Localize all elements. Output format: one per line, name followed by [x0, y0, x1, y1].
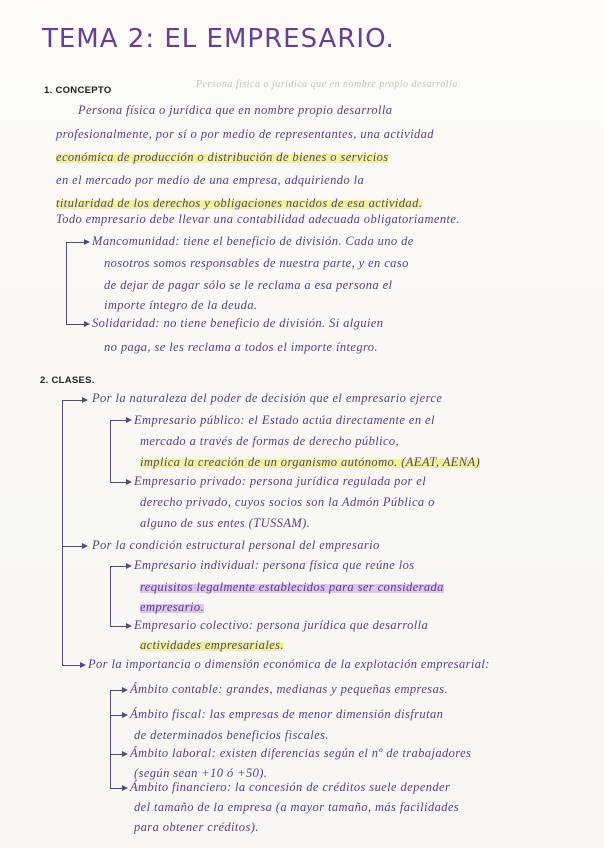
arrow-icon	[110, 626, 130, 627]
solidaridad-line-2: no paga, se les reclama a todos el importe íntegro.	[104, 340, 378, 354]
solidaridad-line-1: Solidaridad: no tiene beneficio de división. Si alguien	[92, 316, 384, 330]
arrow-icon	[110, 754, 126, 755]
concept-line-2: profesionalmente, por sí o por medio de representantes, una actividad	[56, 127, 434, 141]
arrow-icon	[110, 566, 130, 567]
privado-line-3: alguno de sus entes (TUSSAM).	[140, 516, 311, 530]
mancomunidad-line-3: de dejar de pagar sólo se le reclama a esa persona el	[104, 278, 393, 292]
laboral-line-1: Ámbito laboral: existen diferencias según el nº de trabajadores	[130, 746, 472, 760]
concept-line-6: Todo empresario debe llevar una contabilidad adecuada obligatoriamente.	[56, 212, 460, 226]
laboral-line-2: (según sean +10 ó +50).	[134, 766, 268, 780]
arrow-icon	[110, 788, 126, 789]
financiero-line-2: del tamaño de la empresa (a mayor tamaño, más facilidades	[134, 800, 460, 814]
colectivo-line-1: Empresario colectivo: persona jurídica que desarrolla	[134, 618, 429, 632]
page-title: TEMA 2: EL EMPRESARIO.	[42, 24, 395, 54]
arrow-icon	[66, 242, 88, 243]
concept-bracket	[66, 242, 67, 324]
individual-line-1: Empresario individual: persona física que reúne los	[134, 558, 415, 572]
mancomunidad-line-4: importe íntegro de la deuda.	[104, 298, 258, 312]
publico-line-3: implica la creación de un organismo autónomo. (AEAT, AENA)	[140, 455, 481, 469]
concept-line-4: en el mercado por medio de una empresa, adquiriendo la	[56, 173, 365, 187]
section-heading-clases: 2. CLASES.	[40, 375, 95, 386]
arrow-icon	[110, 482, 130, 483]
group1-label: Por la naturaleza del poder de decisión que el empresario ejerce	[92, 391, 443, 405]
publico-line-1: Empresario público: el Estado actúa directamente en el	[134, 413, 435, 427]
concept-line-1: Persona física o jurídica que en nombre propio desarrolla	[78, 103, 393, 117]
individual-line-3: empresario.	[140, 600, 205, 614]
mancomunidad-line-2: nosotros somos responsables de nuestra parte, y en caso	[104, 256, 409, 270]
clases-bracket	[62, 400, 63, 665]
arrow-icon	[62, 665, 84, 666]
privado-line-2: derecho privado, cuyos socios son la Admón Pública o	[140, 495, 435, 509]
privado-line-1: Empresario privado: persona jurídica regulada por el	[134, 474, 427, 488]
arrow-icon	[110, 690, 126, 691]
group2-label: Por la condición estructural personal del empresario	[92, 538, 380, 552]
fiscal-line-1: Ámbito fiscal: las empresas de menor dimensión disfrutan	[130, 707, 444, 721]
colectivo-line-2: actividades empresariales.	[140, 638, 284, 652]
arrow-icon	[62, 400, 86, 401]
contable-line-1: Ámbito contable: grandes, medianas y pequeñas empresas.	[130, 682, 449, 696]
group3-label: Por la importancia o dimensión económica de la explotación empresarial:	[88, 657, 490, 671]
publico-line-2: mercado a través de formas de derecho público,	[140, 434, 400, 448]
bleed-through-text: Persona física o jurídica que en nombre propio desarrolla	[196, 79, 458, 90]
financiero-line-1: Ámbito financiero: la concesión de créditos suele depender	[130, 780, 451, 794]
individual-line-2: requisitos legalmente establecidos para ser considerada	[140, 580, 444, 594]
arrow-icon	[110, 715, 126, 716]
section-heading-concepto: 1. CONCEPTO	[44, 85, 112, 96]
group1-bracket	[110, 420, 111, 482]
fiscal-line-2: de determinados beneficios fiscales.	[134, 728, 329, 742]
arrow-icon	[62, 546, 86, 547]
group2-bracket	[110, 566, 111, 626]
concept-line-3: económica de producción o distribución de bienes o servicios	[56, 150, 389, 164]
arrow-icon	[110, 420, 130, 421]
mancomunidad-line-1: Mancomunidad: tiene el beneficio de división. Cada uno de	[92, 234, 414, 248]
arrow-icon	[66, 324, 88, 325]
group3-bracket	[110, 690, 111, 788]
financiero-line-3: para obtener créditos).	[134, 820, 259, 834]
concept-line-5: titularidad de los derechos y obligaciones nacidos de esa actividad.	[56, 196, 423, 210]
